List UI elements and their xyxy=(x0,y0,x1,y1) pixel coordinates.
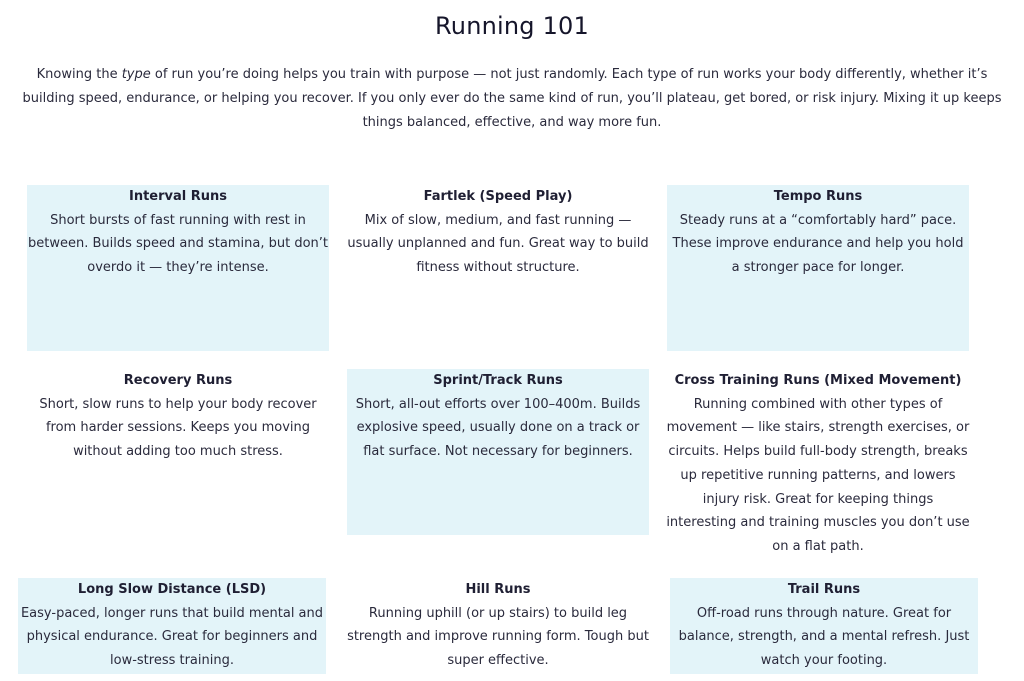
card-sprint-track-runs xyxy=(347,369,649,535)
card-description: Running uphill (or up stairs) to build leg strength and improve running form. Tough but super effective. xyxy=(347,605,649,669)
card-description: Short, all-out efforts over 100–400m. Builds explosive speed, usually done on a track or flat surface. Not necessary for beginners. xyxy=(355,396,641,460)
card-trail-runs xyxy=(670,578,978,674)
intro-text-start: Knowing the xyxy=(36,67,122,82)
card-title: Interval Runs xyxy=(128,189,228,204)
card-title: Long Slow Distance (LSD) xyxy=(77,582,267,597)
card-tempo-runs xyxy=(667,185,969,351)
card-title: Fartlek (Speed Play) xyxy=(423,189,573,204)
card-description: Short, slow runs to help your body recover from harder sessions. Keeps you moving without adding too much stress. xyxy=(39,396,317,460)
intro-paragraph xyxy=(20,63,1004,135)
card-title: Hill Runs xyxy=(465,582,531,597)
card-title: Trail Runs xyxy=(787,582,861,597)
intro-emphasis: type xyxy=(121,67,151,82)
card-description: Steady runs at a “comfortably hard” pace. These improve endurance and help you hold a stronger pace for longer. xyxy=(672,212,964,276)
card-fartlek xyxy=(347,185,649,351)
card-interval-runs xyxy=(27,185,329,351)
card-description: Mix of slow, medium, and fast running — usually unplanned and fun. Great way to build fitness without structure. xyxy=(347,212,649,276)
card-description: Easy-paced, longer runs that build mental and physical endurance. Great for beginners and low-stress training. xyxy=(20,605,324,669)
card-title: Recovery Runs xyxy=(123,373,233,388)
card-long-slow-distance xyxy=(18,578,326,674)
intro-text-end: of run you’re doing helps you train with purpose — not just randomly. Each type of run works your body differently, whether it’s building speed, endurance, or helping you recover. If you only ever do the same kind of run, you’ll plateau, get bored, or risk injury. Mixing it up keeps things balanced, effective, and way more fun. xyxy=(22,67,1002,130)
card-description: Off-road runs through nature. Great for balance, strength, and a mental refresh. Just watch your footing. xyxy=(678,605,970,669)
card-title: Sprint/Track Runs xyxy=(433,373,563,388)
card-description: Running combined with other types of movement — like stairs, strength exercises, or circuits. Helps build full-body strength, breaks up repetitive running patterns, and lowers injury risk. Great for keeping things interesting and training muscles you don’t use on a flat path. xyxy=(666,396,970,554)
card-title: Cross Training Runs (Mixed Movement) xyxy=(674,373,962,388)
card-recovery-runs xyxy=(27,369,329,535)
card-cross-training-runs xyxy=(666,369,970,554)
card-hill-runs xyxy=(344,578,652,674)
card-title: Tempo Runs xyxy=(773,189,863,204)
page-title: Running 101 xyxy=(435,12,589,40)
card-description: Short bursts of fast running with rest in between. Builds speed and stamina, but don’t overdo it — they’re intense. xyxy=(28,212,328,276)
